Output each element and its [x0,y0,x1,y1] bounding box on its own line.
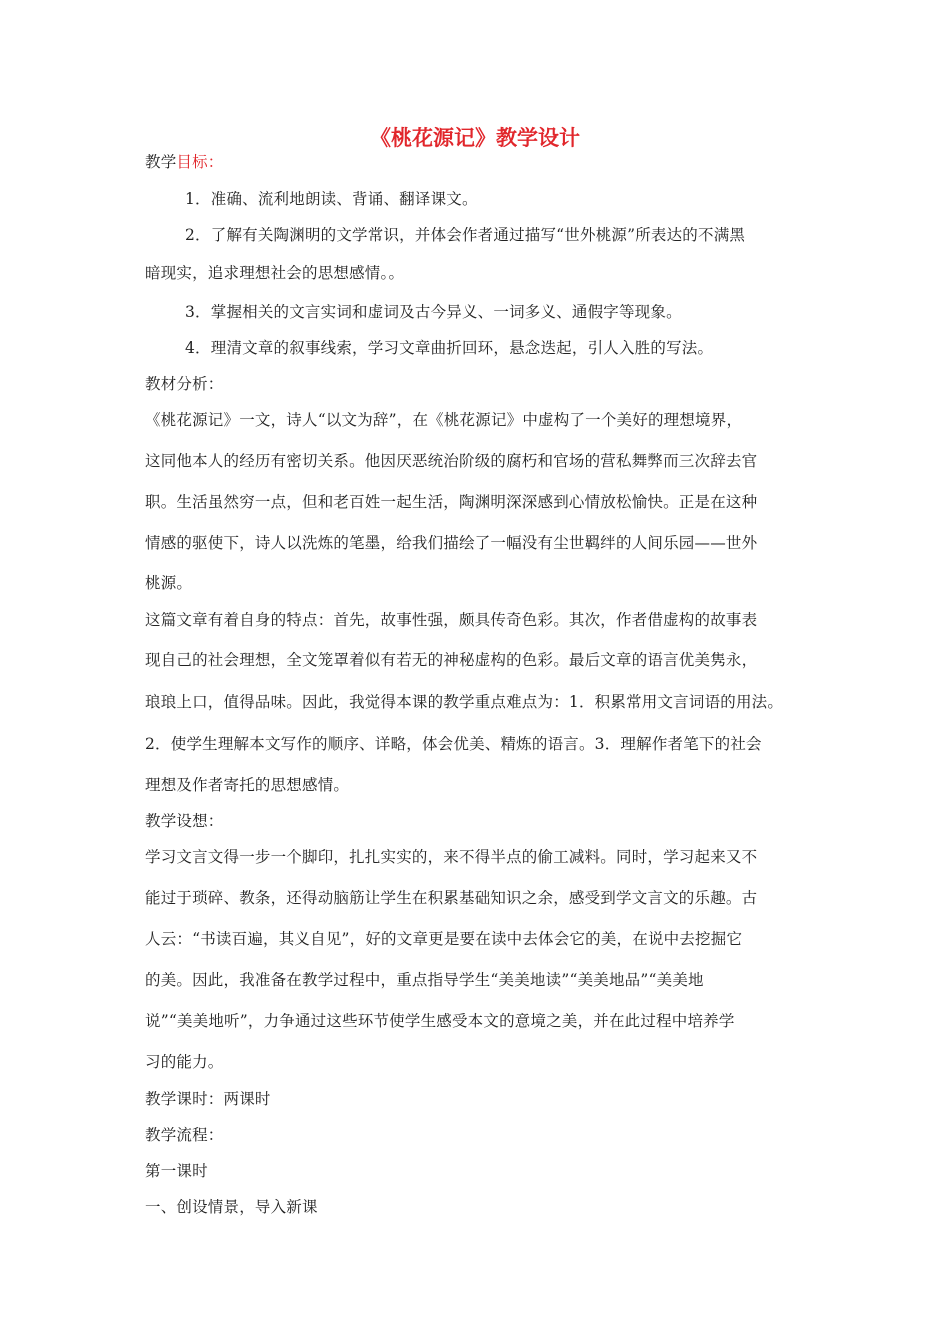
analysis-p2-line-3: 琅琅上口，值得品味。因此，我觉得本课的教学重点难点为：1．积累常用文言词语的用法。 [145,693,784,711]
goal-3: 3．掌握相关的文言实词和虚词及古今异义、一词多义、通假字等现象。 [185,303,682,321]
design-line-2: 能过于琐碎、教条，还得动脑筋让学生在积累基础知识之余，感受到学文言文的乐趣。古 [145,889,758,907]
analysis-p2-line-5: 理想及作者寄托的思想感情。 [145,776,350,794]
teaching-hours: 教学课时：两课时 [145,1090,271,1108]
analysis-p1-line-3: 职。生活虽然穷一点，但和老百姓一起生活，陶渊明深深感到心情放松愉快。正是在这种 [145,493,758,511]
analysis-p1-line-5: 桃源。 [145,574,193,592]
step-1-heading: 一、创设情景，导入新课 [145,1198,318,1216]
design-line-4: 的美。因此，我准备在教学过程中，重点指导学生“美美地读”“美美地品”“美美地 [145,971,704,989]
analysis-p1-line-2: 这同他本人的经历有密切关系。他因厌恶统治阶级的腐朽和官场的营私舞弊而三次辞去官 [145,452,758,470]
goal-1: 1．准确、流利地朗读、背诵、翻译课文。 [185,190,478,208]
analysis-p1-line-1: 《桃花源记》一文，诗人“以文为辞”，在《桃花源记》中虚构了一个美好的理想境界， [145,411,743,429]
design-line-5: 说”“美美地听”，力争通过这些环节使学生感受本文的意境之美，并在此过程中培养学 [145,1012,735,1030]
goal-2-line-1: 2．了解有关陶渊明的文学常识，并体会作者通过描写“世外桃源”所表达的不满黑 [185,226,746,244]
analysis-heading: 教材分析： [145,375,224,393]
design-line-6: 习的能力。 [145,1053,224,1071]
design-line-3: 人云：“书读百遍，其义自见”，好的文章更是要在读中去体会它的美，在说中去挖掘它 [145,930,743,948]
goal-4: 4．理清文章的叙事线索，学习文章曲折回环，悬念迭起，引人入胜的写法。 [185,339,714,357]
analysis-p2-line-1: 这篇文章有着自身的特点：首先，故事性强，颇具传奇色彩。其次，作者借虚构的故事表 [145,611,758,629]
analysis-p2-line-2: 现自己的社会理想，全文笼罩着似有若无的神秘虚构的色彩。最后文章的语言优美隽永， [145,651,758,669]
lesson-1-heading: 第一课时 [145,1162,208,1180]
design-line-1: 学习文言文得一步一个脚印，扎扎实实的，来不得半点的偷工减料。同时，学习起来又不 [145,848,758,866]
design-heading: 教学设想： [145,812,224,830]
goal-2-line-2: 暗现实，追求理想社会的思想感情。。 [145,264,405,282]
goals-heading: 教学目标： [145,153,224,171]
flow-heading: 教学流程： [145,1126,224,1144]
analysis-p1-line-4: 情感的驱使下，诗人以洗炼的笔墨，给我们描绘了一幅没有尘世羁绊的人间乐园——世外 [145,534,758,552]
document-title: 《桃花源记》教学设计 [370,125,580,150]
goals-heading-text: 目标： [176,153,224,171]
analysis-p2-line-4: 2．使学生理解本文写作的顺序、详略，体会优美、精炼的语言。3．理解作者笔下的社会 [145,735,762,753]
